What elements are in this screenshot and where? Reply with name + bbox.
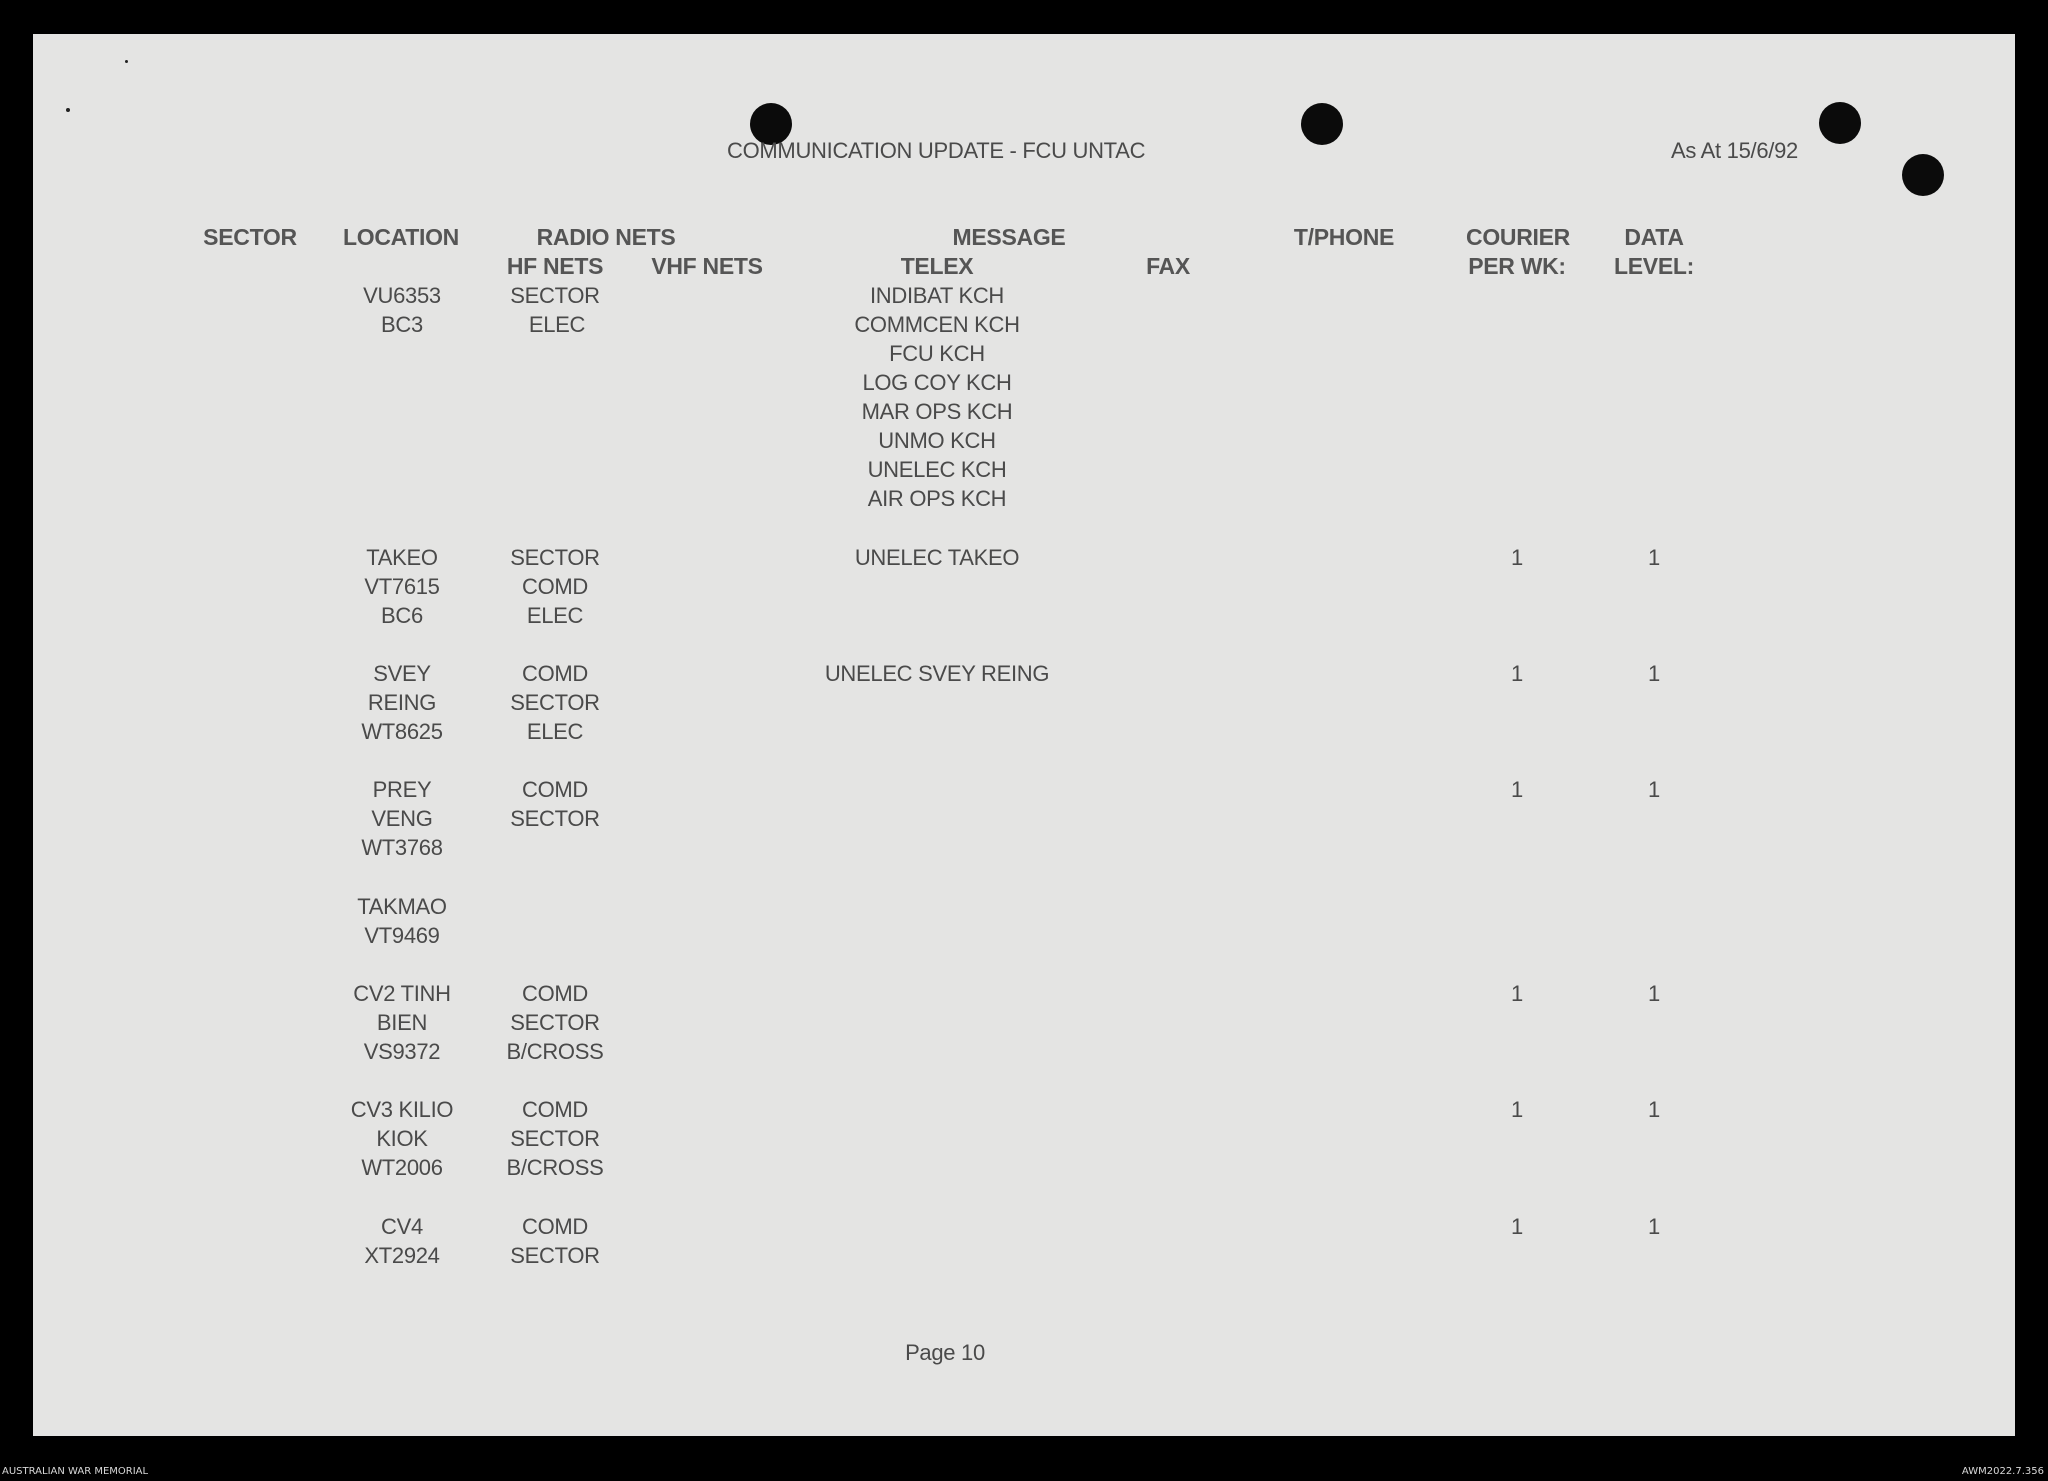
telex-line: MAR OPS KCH bbox=[861, 399, 1013, 424]
document-date: As At 15/6/92 bbox=[1671, 138, 1798, 163]
col-header-message: MESSAGE bbox=[952, 224, 1066, 250]
location-line: CV4 bbox=[381, 1214, 423, 1239]
location-line: VU6353 bbox=[363, 283, 441, 308]
col-header-courier: COURIER bbox=[1466, 224, 1570, 250]
data-level-value: 1 bbox=[1648, 1097, 1660, 1122]
hf-net-line: COMD bbox=[521, 1214, 589, 1239]
col-header-per-wk: PER WK: bbox=[1468, 253, 1566, 279]
location-line: TAKEO bbox=[366, 545, 438, 570]
col-header-hf-nets: HF NETS bbox=[506, 253, 604, 279]
hf-net-line: COMD bbox=[521, 574, 589, 599]
telex-line: FCU KCH bbox=[889, 341, 985, 366]
location-line: TAKMAO bbox=[357, 894, 447, 919]
hf-net-line: COMD bbox=[521, 1097, 589, 1122]
col-header-telex: TELEX bbox=[900, 253, 974, 279]
col-header-radio-nets: RADIO NETS bbox=[536, 224, 676, 250]
col-header-data: DATA bbox=[1624, 224, 1684, 250]
telex-line: COMMCEN KCH bbox=[854, 312, 1020, 337]
document-title: COMMUNICATION UPDATE - FCU UNTAC bbox=[727, 138, 1146, 163]
paper-mark bbox=[66, 108, 70, 112]
archive-credit: AUSTRALIAN WAR MEMORIAL bbox=[2, 1466, 149, 1477]
punch-hole bbox=[1819, 102, 1861, 144]
col-header-level: LEVEL: bbox=[1614, 253, 1694, 279]
hf-net-line: ELEC bbox=[526, 603, 584, 628]
col-header-tphone: T/PHONE bbox=[1293, 224, 1395, 250]
col-header-location: LOCATION bbox=[343, 224, 459, 250]
hf-net-line: COMD bbox=[521, 981, 589, 1006]
archive-reference: AWM2022.7.356 bbox=[1961, 1466, 2044, 1477]
location-line: CV2 TINH bbox=[353, 981, 451, 1006]
col-header-sector: SECTOR bbox=[203, 224, 297, 250]
hf-net-line: SECTOR bbox=[510, 283, 600, 308]
data-level-value: 1 bbox=[1648, 545, 1660, 570]
courier-value: 1 bbox=[1511, 661, 1523, 686]
page-number: Page 10 bbox=[905, 1340, 985, 1365]
col-header-vhf-nets: VHF NETS bbox=[651, 253, 763, 279]
data-level-value: 1 bbox=[1648, 1214, 1660, 1239]
telex-line: UNELEC SVEY REING bbox=[824, 661, 1050, 686]
telex-line: UNELEC TAKEO bbox=[854, 545, 1020, 570]
punch-hole bbox=[1301, 103, 1343, 145]
hf-net-line: SECTOR bbox=[510, 1126, 600, 1151]
hf-net-line: COMD bbox=[521, 661, 589, 686]
location-line: BIEN bbox=[376, 1010, 428, 1035]
hf-net-line: ELEC bbox=[528, 312, 586, 337]
location-line: CV3 KILIO bbox=[350, 1097, 454, 1122]
location-line: KIOK bbox=[376, 1126, 428, 1151]
courier-value: 1 bbox=[1511, 1097, 1523, 1122]
courier-value: 1 bbox=[1511, 1214, 1523, 1239]
hf-net-line: SECTOR bbox=[510, 806, 600, 831]
location-line: WT2006 bbox=[361, 1155, 443, 1180]
hf-net-line: SECTOR bbox=[510, 1010, 600, 1035]
location-line: BC3 bbox=[381, 312, 423, 337]
data-level-value: 1 bbox=[1648, 661, 1660, 686]
hf-net-line: B/CROSS bbox=[506, 1155, 604, 1180]
location-line: WT3768 bbox=[361, 835, 443, 860]
hf-net-line: SECTOR bbox=[510, 1243, 600, 1268]
hf-net-line: SECTOR bbox=[510, 690, 600, 715]
punch-hole bbox=[1902, 154, 1944, 196]
courier-value: 1 bbox=[1511, 777, 1523, 802]
location-line: REING bbox=[367, 690, 437, 715]
location-line: VT9469 bbox=[364, 923, 440, 948]
location-line: BC6 bbox=[381, 603, 423, 628]
hf-net-line: ELEC bbox=[526, 719, 584, 744]
location-line: XT2924 bbox=[364, 1243, 440, 1268]
data-level-value: 1 bbox=[1648, 981, 1660, 1006]
telex-line: LOG COY KCH bbox=[862, 370, 1012, 395]
data-level-value: 1 bbox=[1648, 777, 1660, 802]
location-line: VS9372 bbox=[363, 1039, 441, 1064]
location-line: VENG bbox=[371, 806, 433, 831]
hf-net-line: COMD bbox=[521, 777, 589, 802]
hf-net-line: B/CROSS bbox=[506, 1039, 604, 1064]
courier-value: 1 bbox=[1511, 545, 1523, 570]
telex-line: AIR OPS KCH bbox=[867, 486, 1007, 511]
location-line: SVEY bbox=[373, 661, 431, 686]
telex-line: UNMO KCH bbox=[878, 428, 996, 453]
col-header-fax: FAX bbox=[1146, 253, 1190, 279]
telex-line: UNELEC KCH bbox=[867, 457, 1007, 482]
location-line: WT8625 bbox=[361, 719, 443, 744]
location-line: VT7615 bbox=[364, 574, 440, 599]
paper-mark bbox=[125, 60, 128, 63]
courier-value: 1 bbox=[1511, 981, 1523, 1006]
telex-line: INDIBAT KCH bbox=[869, 283, 1005, 308]
hf-net-line: SECTOR bbox=[510, 545, 600, 570]
location-line: PREY bbox=[372, 777, 432, 802]
